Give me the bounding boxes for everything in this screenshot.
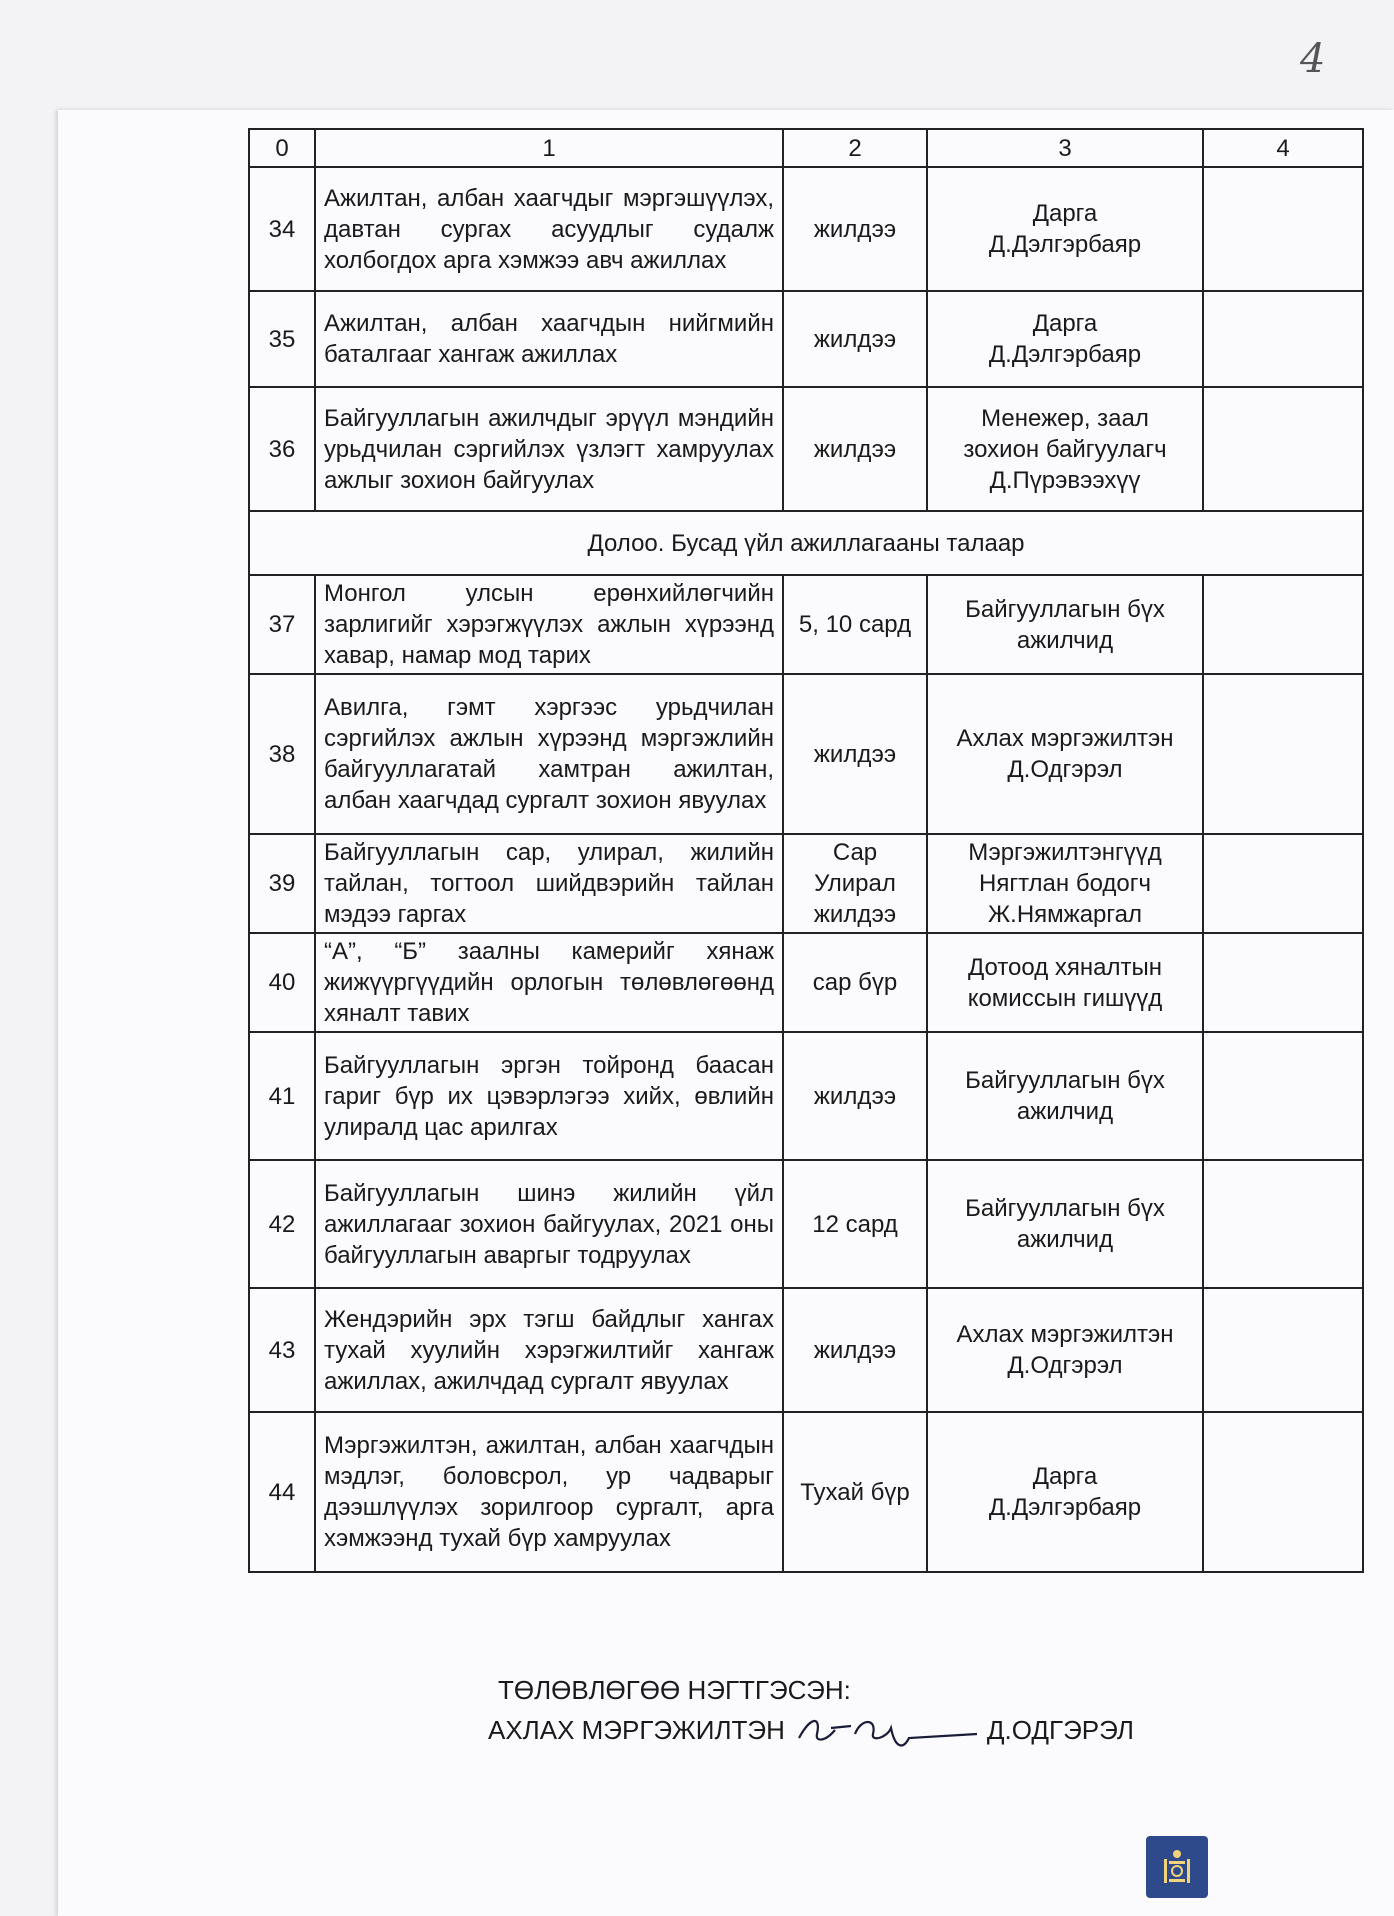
table-row [249, 1160, 1363, 1288]
responsible-line: Ахлах мэргэжилтэн [956, 1321, 1174, 1348]
table-row [249, 291, 1363, 387]
responsible-line: Д.Дэлгэрбаяр [988, 341, 1142, 368]
responsible-line: Ахлах мэргэжилтэн [956, 725, 1174, 752]
task-description: Ажилтан, албан хаагчдыг мэргэшүүлэх, давтан сургах асуудлыг судалж холбогдох арга хэмжээ авч ажиллах [315, 167, 783, 291]
row-number: 43 [249, 1288, 315, 1412]
task-description: Байгууллагын эргэн тойронд баасан гариг бүр их цэвэрлэгээ хийх, өвлийн улиралд цас арилгах [315, 1032, 783, 1160]
responsible-line: Д.Одгэрэл [1007, 1352, 1123, 1379]
time-cell: жилдээ [783, 387, 927, 511]
responsible-cell [927, 674, 1203, 834]
responsible-cell [927, 1412, 1203, 1572]
responsible-cell [927, 167, 1203, 291]
responsible-line: ажилчид [1016, 1226, 1114, 1253]
task-description: “А”, “Б” заалны камерийг хянаж жижүүргүүдийн орлогын төлөвлөгөөнд хяналт тавих [315, 933, 783, 1032]
task-description: Авилга, гэмт хэргээс урьдчилан сэргийлэх ажлын хүрээнд мэргэжлийн байгууллагатай хамтран ажилтан, албан хаагчдад сургалт зохион явуулах [315, 674, 783, 834]
header-cell: 2 [783, 129, 927, 167]
table-row [249, 933, 1363, 1032]
task-description: Ажилтан, албан хаагчдын нийгмийн баталгааг хангаж ажиллах [315, 291, 783, 387]
time-cell: жилдээ [783, 674, 927, 834]
time-cell: 12 сард [783, 1160, 927, 1288]
plan-table [248, 128, 1364, 1573]
responsible-line: Д.Дэлгэрбаяр [988, 231, 1142, 258]
responsible-line: Ж.Нямжаргал [988, 901, 1142, 928]
row-number: 44 [249, 1412, 315, 1572]
table-row [249, 1288, 1363, 1412]
task-description: Монгол улсын ерөнхийлөгчийн зарлигийг хэрэгжүүлэх ажлын хүрээнд хавар, намар мод тарих [315, 575, 783, 674]
responsible-cell [927, 1032, 1203, 1160]
responsible-line: комиссын гишүүд [967, 984, 1163, 1012]
responsible-line: Дарга [1032, 310, 1098, 337]
signer-name: Д.ОДГЭРЭЛ [986, 1715, 1134, 1745]
responsible-line: Д.Одгэрэл [1007, 756, 1123, 783]
time-cell: Сар Улирал жилдээ [783, 834, 927, 933]
table-row [249, 575, 1363, 674]
soyombo-icon [1160, 1847, 1194, 1887]
row-number: 42 [249, 1160, 315, 1288]
task-description: Жендэрийн эрх тэгш байдлыг хангах тухай хуулийн хэрэгжилтийг хангаж ажиллах, ажилчдад сургалт явуулах [315, 1288, 783, 1412]
result-cell [1203, 1032, 1363, 1160]
result-cell [1203, 933, 1363, 1032]
task-description: Мэргэжилтэн, ажилтан, албан хаагчдын мэдлэг, боловсрол, ур чадварыг дээшлүүлэх зорилгоор сургалт, арга хэмжээнд тухай бүр хамруулах [315, 1412, 783, 1572]
handwritten-signature [791, 1708, 981, 1752]
responsible-line: Дотоод хяналтын [967, 953, 1162, 981]
responsible-cell [927, 1160, 1203, 1288]
header-cell: 1 [315, 129, 783, 167]
responsible-line: Мэргэжилтэнгүүд [968, 839, 1162, 866]
table-row [249, 387, 1363, 511]
responsible-line: ажилчид [1016, 1098, 1114, 1125]
task-description: Байгууллагын ажилчдыг эрүүл мэндийн урьдчилан сэргийлэх үзлэгт хамруулах ажлыг зохион байгуулах [315, 387, 783, 511]
row-number: 40 [249, 933, 315, 1032]
responsible-cell [927, 834, 1203, 933]
responsible-line: Д.Пүрэвээхүү [989, 466, 1141, 494]
time-cell: жилдээ [783, 1288, 927, 1412]
result-cell [1203, 674, 1363, 834]
row-number: 34 [249, 167, 315, 291]
section-title: Долоо. Бусад үйл ажиллагааны талаар [249, 511, 1363, 575]
time-cell: Тухай бүр [783, 1412, 927, 1572]
responsible-line: Байгууллагын бүх [965, 1195, 1165, 1222]
task-description: Байгууллагын сар, улирал, жилийн тайлан, тогтоол шийдвэрийн тайлан мэдээ гаргах [315, 834, 783, 933]
government-logo [1146, 1836, 1208, 1898]
responsible-line: Байгууллагын бүх [965, 595, 1165, 623]
row-number: 41 [249, 1032, 315, 1160]
page-number: 4 [1300, 36, 1326, 82]
time-cell: сар бүр [783, 933, 927, 1032]
result-cell [1203, 1160, 1363, 1288]
result-cell [1203, 167, 1363, 291]
responsible-line: ажилчид [1016, 626, 1114, 654]
time-cell: 5, 10 сард [783, 575, 927, 674]
responsible-cell [927, 387, 1203, 511]
signature-block [488, 1672, 1134, 1752]
table-header-row [249, 129, 1363, 167]
responsible-line: зохион байгуулагч [963, 435, 1167, 463]
table-row [249, 834, 1363, 933]
row-number: 35 [249, 291, 315, 387]
responsible-line: Дарга [1032, 200, 1098, 227]
result-cell [1203, 834, 1363, 933]
row-number: 36 [249, 387, 315, 511]
table-row [249, 167, 1363, 291]
result-cell [1203, 1412, 1363, 1572]
result-cell [1203, 387, 1363, 511]
responsible-line: Д.Дэлгэрбаяр [988, 1494, 1142, 1521]
responsible-cell [927, 1288, 1203, 1412]
task-description: Байгууллагын шинэ жилийн үйл ажиллагааг зохион байгуулах, 2021 оны байгууллагын аваргыг тодруулах [315, 1160, 783, 1288]
responsible-cell [927, 933, 1203, 1032]
responsible-line: Байгууллагын бүх [965, 1067, 1165, 1094]
signer-title: АХЛАХ МЭРГЭЖИЛТЭН [488, 1715, 785, 1745]
table-row [249, 1032, 1363, 1160]
table-row [249, 1412, 1363, 1572]
result-cell [1203, 291, 1363, 387]
result-cell [1203, 575, 1363, 674]
row-number: 37 [249, 575, 315, 674]
time-cell: жилдээ [783, 1032, 927, 1160]
responsible-line: Нягтлан бодогч [979, 870, 1151, 897]
time-cell: жилдээ [783, 167, 927, 291]
row-number: 39 [249, 834, 315, 933]
table-row [249, 674, 1363, 834]
result-cell [1203, 1288, 1363, 1412]
signature-heading: ТӨЛӨВЛӨГӨӨ НЭГТГЭСЭН: [498, 1675, 851, 1705]
responsible-cell [927, 575, 1203, 674]
section-row [249, 511, 1363, 575]
header-cell: 3 [927, 129, 1203, 167]
row-number: 38 [249, 674, 315, 834]
responsible-line: Менежер, заал [981, 404, 1149, 432]
header-cell: 4 [1203, 129, 1363, 167]
time-cell: жилдээ [783, 291, 927, 387]
responsible-line: Дарга [1032, 1463, 1098, 1490]
header-cell: 0 [249, 129, 315, 167]
responsible-cell [927, 291, 1203, 387]
